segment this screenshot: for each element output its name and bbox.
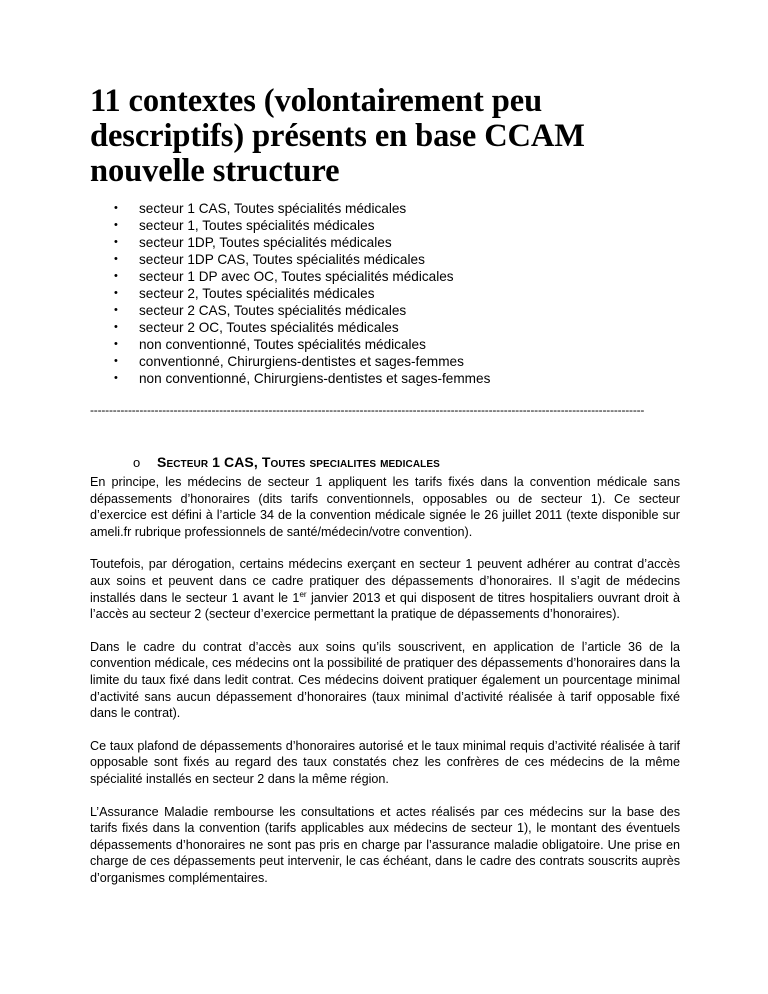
paragraph: L’Assurance Maladie rembourse les consultations et actes réalisés par ces médecins sur la base des tarifs fixés dans la convention (tarifs applicables aux médecins de secteur 1), le montant des éventuels dépassements d’honoraires ne sont pas pris en charge par l’assurance maladie obligatoire. Une prise en charge de ces dépassements peut intervenir, le cas échéant, dans le cadre des contrats souscrits auprès d’organismes complémentaires. xyxy=(90,804,680,885)
list-item: • secteur 2 OC, Toutes spécialités médicales xyxy=(114,320,399,335)
section-heading xyxy=(90,454,680,471)
list-item: • secteur 2 CAS, Toutes spécialités médicales xyxy=(114,303,407,318)
bullet-icon: • xyxy=(114,304,118,316)
bullet-icon: • xyxy=(114,338,118,350)
bullet-icon: • xyxy=(114,321,118,333)
bullet-icon: • xyxy=(114,372,118,384)
bullet-icon: • xyxy=(114,270,118,282)
circle-bullet-icon: o xyxy=(133,455,141,470)
list-item: • secteur 1, Toutes spécialités médicales xyxy=(114,218,375,233)
list-item: • non conventionné, Chirurgiens-dentistes et sages-femmes xyxy=(114,371,491,386)
list-item: • secteur 1DP, Toutes spécialités médicales xyxy=(114,235,392,250)
separator-line: -------------------------------------------------------------------------------------------------------------------------------------------------- xyxy=(90,403,645,417)
list-item: • secteur 2, Toutes spécialités médicales xyxy=(114,286,375,301)
list-item: • secteur 1 CAS, Toutes spécialités médicales xyxy=(114,201,407,216)
section-body xyxy=(90,474,680,886)
list-item: • conventionné, Chirurgiens-dentistes et sages-femmes xyxy=(114,354,464,369)
context-list xyxy=(90,200,680,387)
bullet-icon: • xyxy=(114,287,118,299)
bullet-icon: • xyxy=(114,355,118,367)
list-item: • secteur 1DP CAS, Toutes spécialités médicales xyxy=(114,252,425,267)
paragraph: En principe, les médecins de secteur 1 appliquent les tarifs fixés dans la convention médicale sans dépassements d’honoraires (dits tarifs conventionnels, opposables ou de secteur 1). Ce secteur d’exercice est défini à l’article 34 de la convention médicale signée le 26 juillet 2011 (texte disponible sur ameli.fr rubrique professionnels de santé/médecin/votre convention). xyxy=(90,475,680,539)
paragraph: Dans le cadre du contrat d’accès aux soins qu’ils souscrivent, en application de l’article 36 de la convention médicale, ces médecins ont la possibilité de pratiquer des dépassements d’honoraires dans la limite du taux fixé dans ledit contrat. Ces médecins doivent pratiquer également un pourcentage minimal d’activité sans aucun dépassement d’honoraires (taux minimal d’activité réalisée à tarif opposable fixé dans le contrat). xyxy=(90,639,680,721)
list-item: • secteur 1 DP avec OC, Toutes spécialités médicales xyxy=(114,269,454,284)
bullet-icon: • xyxy=(114,236,118,248)
section-title: Secteur 1 CAS, Toutes specialites medicales xyxy=(157,454,440,470)
paragraph: Toutefois, par dérogation, certains médecins exerçant en secteur 1 peuvent adhérer au contrat d’accès aux soins et peuvent dans ce cadre pratiquer des dépassements d’honoraires. Il s’agit de médecins installés dans le secteur 1 avant le 1er janvier 2013 et qui disposent de titres hospitaliers ouvrant droit à l’accès au secteur 2 (secteur d’exercice permettant la pratique de dépassements d’honoraires). xyxy=(90,557,680,622)
bullet-icon: • xyxy=(114,219,118,231)
paragraph: Ce taux plafond de dépassements d’honoraires autorisé et le taux minimal requis d’activité réalisée à tarif opposable sont fixés au regard des taux constatés chez les confrères de ces médecins de la même spécialité installés en secteur 2 dans la même région. xyxy=(90,738,680,786)
bullet-icon: • xyxy=(114,253,118,265)
document-title: 11 contextes (volontairement peu descriptifs) présents en base CCAM nouvelle structure xyxy=(90,83,585,189)
document-page xyxy=(90,84,680,902)
bullet-icon: • xyxy=(114,202,118,214)
list-item: • non conventionné, Toutes spécialités médicales xyxy=(114,337,426,352)
